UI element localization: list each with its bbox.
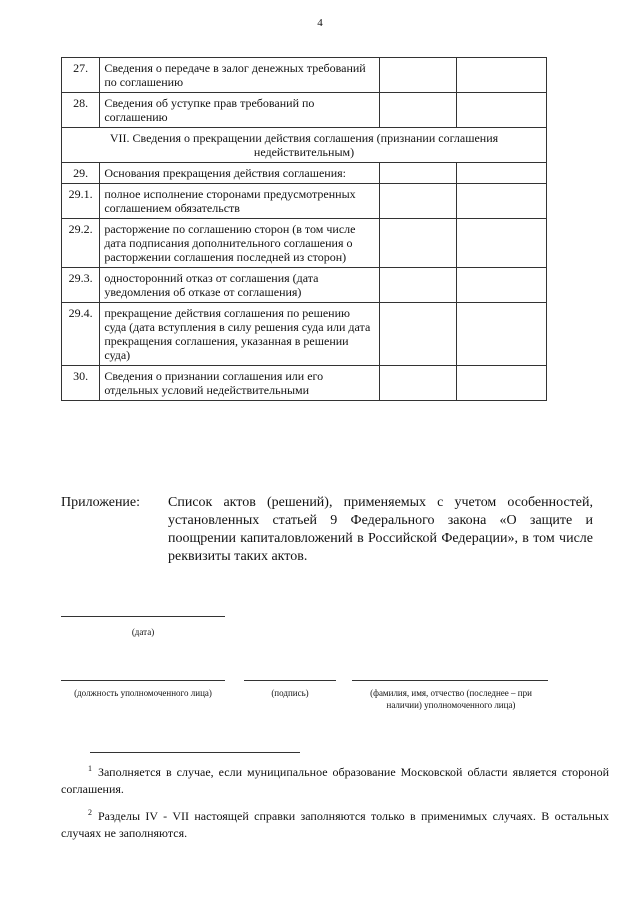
row-number: 29.1. [62,184,100,219]
footnotes [61,760,609,848]
value-cell[interactable] [379,163,457,184]
row-number: 29. [62,163,100,184]
row-description: Сведения о признании соглашения или его отдельных условий недействительными [100,366,379,401]
footnote-1-mark: 1 [88,764,92,773]
value-cell[interactable] [379,366,457,401]
row-description: Сведения о передаче в залог денежных требований по соглашению [100,58,379,93]
section-title: VII. Сведения о прекращении действия соглашения (признании соглашения недействительным) [62,128,547,163]
footnote-2-mark: 2 [88,808,92,817]
value-cell[interactable] [379,303,457,366]
name-caption: (фамилия, имя, отчество (последнее – при наличии) уполномоченного лица) [370,688,532,710]
value-cell[interactable] [457,219,547,268]
attachment-text: Список актов (решений), применяемых с учетом особенностей, установленных статьей 9 Федерального закона «О защите и поощрении капиталовложений в Российской Федерации», в том числе реквизиты таких актов. [168,495,593,564]
row-description: односторонний отказ от соглашения (дата уведомления об отказе от соглашения) [100,268,379,303]
table-row [62,93,547,128]
row-description: расторжение по соглашению сторон (в том числе дата подписания дополнительного соглашения о расторжении соглашения последней из сторон) [100,219,379,268]
position-caption: (должность уполномоченного лица) [74,688,212,698]
signature-line [244,680,336,681]
footnote-1 [61,760,609,798]
value-cell[interactable] [457,163,547,184]
value-cell[interactable] [457,184,547,219]
value-cell[interactable] [457,303,547,366]
footnote-1-text: Заполняется в случае, если муниципальное образование Московской области является стороной соглашения. [61,765,609,796]
value-cell[interactable] [379,58,457,93]
value-cell[interactable] [379,93,457,128]
date-caption: (дата) [131,627,155,637]
row-description: прекращение действия соглашения по решению суда (дата вступления в силу решения суда или дата прекращения соглашения, указанная в решении суда) [100,303,379,366]
value-cell[interactable] [457,268,547,303]
name-line [352,680,548,681]
row-number: 29.4. [62,303,100,366]
footnote-2 [61,804,609,842]
row-number: 29.2. [62,219,100,268]
value-cell[interactable] [379,184,457,219]
section-header-row [62,128,547,163]
position-line [61,680,225,681]
row-description: Сведения об уступке прав требований по соглашению [100,93,379,128]
table-row [62,58,547,93]
attachment-label: Приложение: [61,495,141,510]
table-row [62,366,547,401]
table-row [62,163,547,184]
value-cell[interactable] [379,268,457,303]
signature-caption: (подпись) [271,688,309,698]
value-cell[interactable] [379,219,457,268]
row-number: 30. [62,366,100,401]
footnote-separator [90,752,300,753]
date-line [61,616,225,617]
value-cell[interactable] [457,58,547,93]
table-row [62,268,547,303]
row-number: 27. [62,58,100,93]
table-row [62,303,547,366]
page-number: 4 [317,17,323,29]
row-number: 29.3. [62,268,100,303]
value-cell[interactable] [457,366,547,401]
footnote-2-text: Разделы IV - VII настоящей справки заполняются только в применимых случаях. В остальных случаях не заполняются. [61,809,609,840]
row-number: 28. [62,93,100,128]
value-cell[interactable] [457,93,547,128]
row-description: Основания прекращения действия соглашения: [100,163,379,184]
table-row [62,184,547,219]
row-description: полное исполнение сторонами предусмотренных соглашением обязательств [100,184,379,219]
agreement-info-table [61,57,547,401]
table-row [62,219,547,268]
